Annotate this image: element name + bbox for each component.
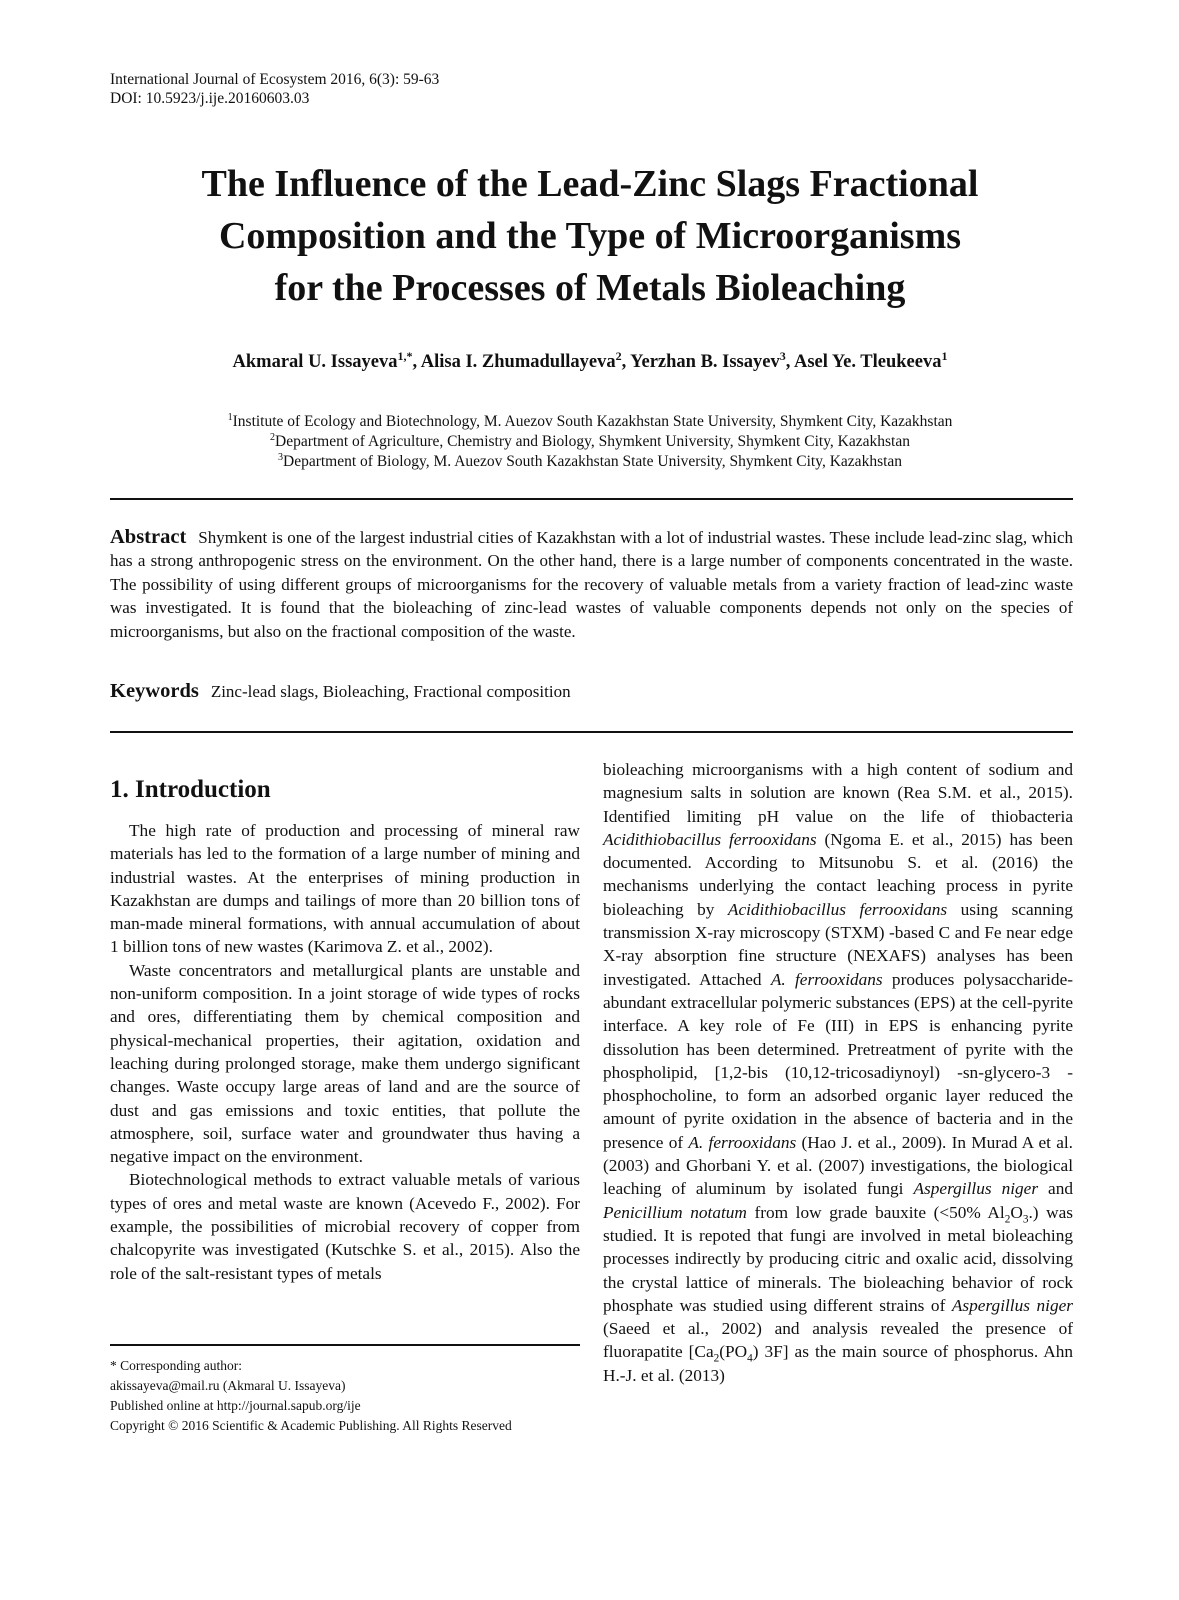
species-name: Aspergillus niger xyxy=(913,1179,1039,1199)
affiliation xyxy=(60,432,1120,452)
text-run: .) was studied. It is repoted that fungi are involved in metal bioleaching processes indirectly by producing citric and oxalic acid, dissolving the crystal lattice of minerals. The bioleaching behavior of rock phosphate was studied using different strains of xyxy=(603,1202,1073,1315)
text-run: (Hao J. et al., 2009). In Murad A et al. (2003) and Ghorbani Y. et al. (2007) investigations, the biological leaching of aluminum by isolated fungi xyxy=(603,1132,1073,1199)
author-affil-marker: 2 xyxy=(615,348,622,363)
author-affil-marker: 1,* xyxy=(397,348,413,363)
species-name: Penicillium notatum xyxy=(603,1202,747,1222)
affiliation-text: Department of Biology, M. Auezov South Kazakhstan State University, Shymkent City, Kazakhstan xyxy=(283,453,903,470)
species-name: A. ferrooxidans xyxy=(688,1132,797,1152)
affiliations xyxy=(60,412,1120,472)
author-separator: , xyxy=(621,352,631,372)
affiliation-number: 3 xyxy=(277,451,283,463)
paragraph: Biotechnological methods to extract valuable metals of various types of ores and metal waste are known (Acevedo F., 2002). For example, the possibilities of microbial recovery of copper from chalcopyrite was investigated (Kutschke S. et al., 2015). Also the role of the salt-resistant types of metals xyxy=(110,1170,580,1283)
abstract-text: Shymkent is one of the largest industrial cities of Kazakhstan with a lot of industrial wastes. These include lead-zinc slag, which has a strong anthropogenic stress on the environment. On the other hand, there is a large number of components concentrated in the waste. The possibility of using different groups of microorganisms for the recovery of valuable metals from a variety fraction of lead-zinc waste was investigated. It is found that the bioleaching of zinc-lead wastes of valuable components depends not only on the species of microorganisms, but also on the fractional composition of the waste. xyxy=(110,528,1073,641)
divider-rule xyxy=(110,731,1073,733)
abstract-heading: Abstract xyxy=(110,526,187,548)
published-online-note: Published online at http://journal.sapub.org/ije xyxy=(110,1398,361,1413)
text-run: (PO xyxy=(719,1342,748,1362)
title-line: The Influence of the Lead-Zinc Slags Fractional xyxy=(201,163,979,205)
subscript: 2 xyxy=(1004,1213,1011,1226)
author-affil-marker: 3 xyxy=(779,348,786,363)
paragraph xyxy=(603,758,1073,1387)
title-line: for the Processes of Metals Bioleaching xyxy=(274,267,906,309)
affiliation-number: 1 xyxy=(227,411,233,423)
affiliation-text: Institute of Ecology and Biotechnology, M. Auezov South Kazakhstan State University, Shymkent City, Kazakhstan xyxy=(232,413,953,430)
subscript: 3 xyxy=(1022,1213,1029,1226)
paragraph: Waste concentrators and metallurgical plants are unstable and non-uniform composition. In a joint storage of wide types of rocks and ores, differentiating them by chemical composition and physical-mechanical properties, their agitation, oxidation and leaching during prolonged storage, make them undergo significant changes. Waste occupy large areas of land and are the source of dust and gas emissions and toxic entities, that pollute the atmosphere, soil, surface water and groundwater thus having a negative impact on the environment. xyxy=(110,960,580,1167)
corresponding-author-label: * Corresponding author: xyxy=(110,1358,242,1373)
affiliation xyxy=(60,452,1120,472)
doi: DOI: 10.5923/j.ije.20160603.03 xyxy=(110,90,310,107)
subscript: 4 xyxy=(747,1352,753,1365)
text-run: produces polysaccharide-abundant extracellular polymeric substances (EPS) at the cell-pyrite interface. A key role of Fe (III) in EPS is enhancing pyrite dissolution has been determined. Pretreatment of pyrite with the phospholipid, [1,2-bis (10,12-tricosadiynoyl) -sn-glycero-3 -phosphocholine, to form an adsorbed organic layer reduced the amount of pyrite oxidation in the absence of bacteria and in the presence of xyxy=(603,969,1073,1152)
keywords-text: Zinc-lead slags, Bioleaching, Fractional composition xyxy=(210,682,571,701)
copyright-note: Copyright © 2016 Scientific & Academic Publishing. All Rights Reserved xyxy=(110,1418,512,1433)
author-name: Alisa I. Zhumadullayeva xyxy=(420,352,616,372)
text-run: ) 3F] as the main source of phosphorus. Ahn H.-J. et al. (2013) xyxy=(603,1342,1074,1385)
author-name: Akmaral U. Issayeva xyxy=(232,352,398,372)
author-separator: , xyxy=(785,352,794,372)
author-list xyxy=(60,348,1120,373)
author-name: Asel Ye. Tleukeeva xyxy=(793,352,942,372)
species-name: Acidithiobacillus ferrooxidans xyxy=(603,829,817,849)
keywords-heading: Keywords xyxy=(110,680,199,702)
footnote-divider xyxy=(110,1344,580,1346)
text-run: bioleaching microorganisms with a high content of sodium and magnesium salts in solution are known (Rea S.M. et al., 2015). Identified limiting pH value on the life of thiobacteria xyxy=(603,760,1073,826)
footnotes xyxy=(110,1356,512,1436)
author-separator: , xyxy=(412,352,421,372)
text-run: from low grade bauxite (<50% Al xyxy=(746,1202,1005,1222)
text-run: and xyxy=(1038,1179,1073,1199)
author-affil-marker: 1 xyxy=(941,348,948,363)
species-name: Aspergillus niger xyxy=(951,1295,1073,1315)
text-run: O xyxy=(1010,1202,1023,1222)
paragraph: The high rate of production and processing of mineral raw materials has led to the formation of a large number of mining and industrial wastes. At the enterprises of mining production in Kazakhstan are dumps and tailings of more than 20 billion tons of man-made mineral formations, with annual accumulation of about 1 billion tons of new wastes (Karimova Z. et al., 2002). xyxy=(110,821,580,957)
affiliation-text: Department of Agriculture, Chemistry and Biology, Shymkent University, Shymkent City, Kazakhstan xyxy=(275,433,910,450)
corresponding-author-email: akissayeva@mail.ru (Akmaral U. Issayeva) xyxy=(110,1378,346,1393)
text-run: using scanning transmission X-ray microscopy (STXM) -based C and Fe near edge X-ray absorption fine structure (NEXAFS) analyses has been investigated. Attached xyxy=(603,899,1073,989)
text-run: (Saeed et al., 2002) and analysis revealed the presence of fluorapatite [Ca xyxy=(603,1319,1073,1362)
journal-citation: International Journal of Ecosystem 2016, 6(3): 59-63 xyxy=(110,71,440,88)
subscript: 2 xyxy=(713,1352,720,1365)
text-run: (Ngoma E. et al., 2015) has been documented. According to Mitsunobu S. et al. (2016) the mechanisms underlying the contact leaching process in pyrite bioleaching by xyxy=(603,829,1073,919)
affiliation-number: 2 xyxy=(269,431,276,443)
keywords xyxy=(110,680,1073,703)
journal-header xyxy=(110,70,439,108)
abstract xyxy=(110,526,1073,643)
title-line: Composition and the Type of Microorganisms xyxy=(218,215,962,257)
divider-rule xyxy=(110,498,1073,500)
species-name: A. ferrooxidans xyxy=(770,969,883,989)
right-column xyxy=(603,758,1073,1387)
section-heading: 1. Introduction xyxy=(110,776,271,803)
left-column xyxy=(110,775,580,1285)
species-name: Acidithiobacillus ferrooxidans xyxy=(727,899,948,919)
paper-title xyxy=(90,158,1090,314)
affiliation xyxy=(60,412,1120,432)
author-name: Yerzhan B. Issayev xyxy=(630,352,780,372)
